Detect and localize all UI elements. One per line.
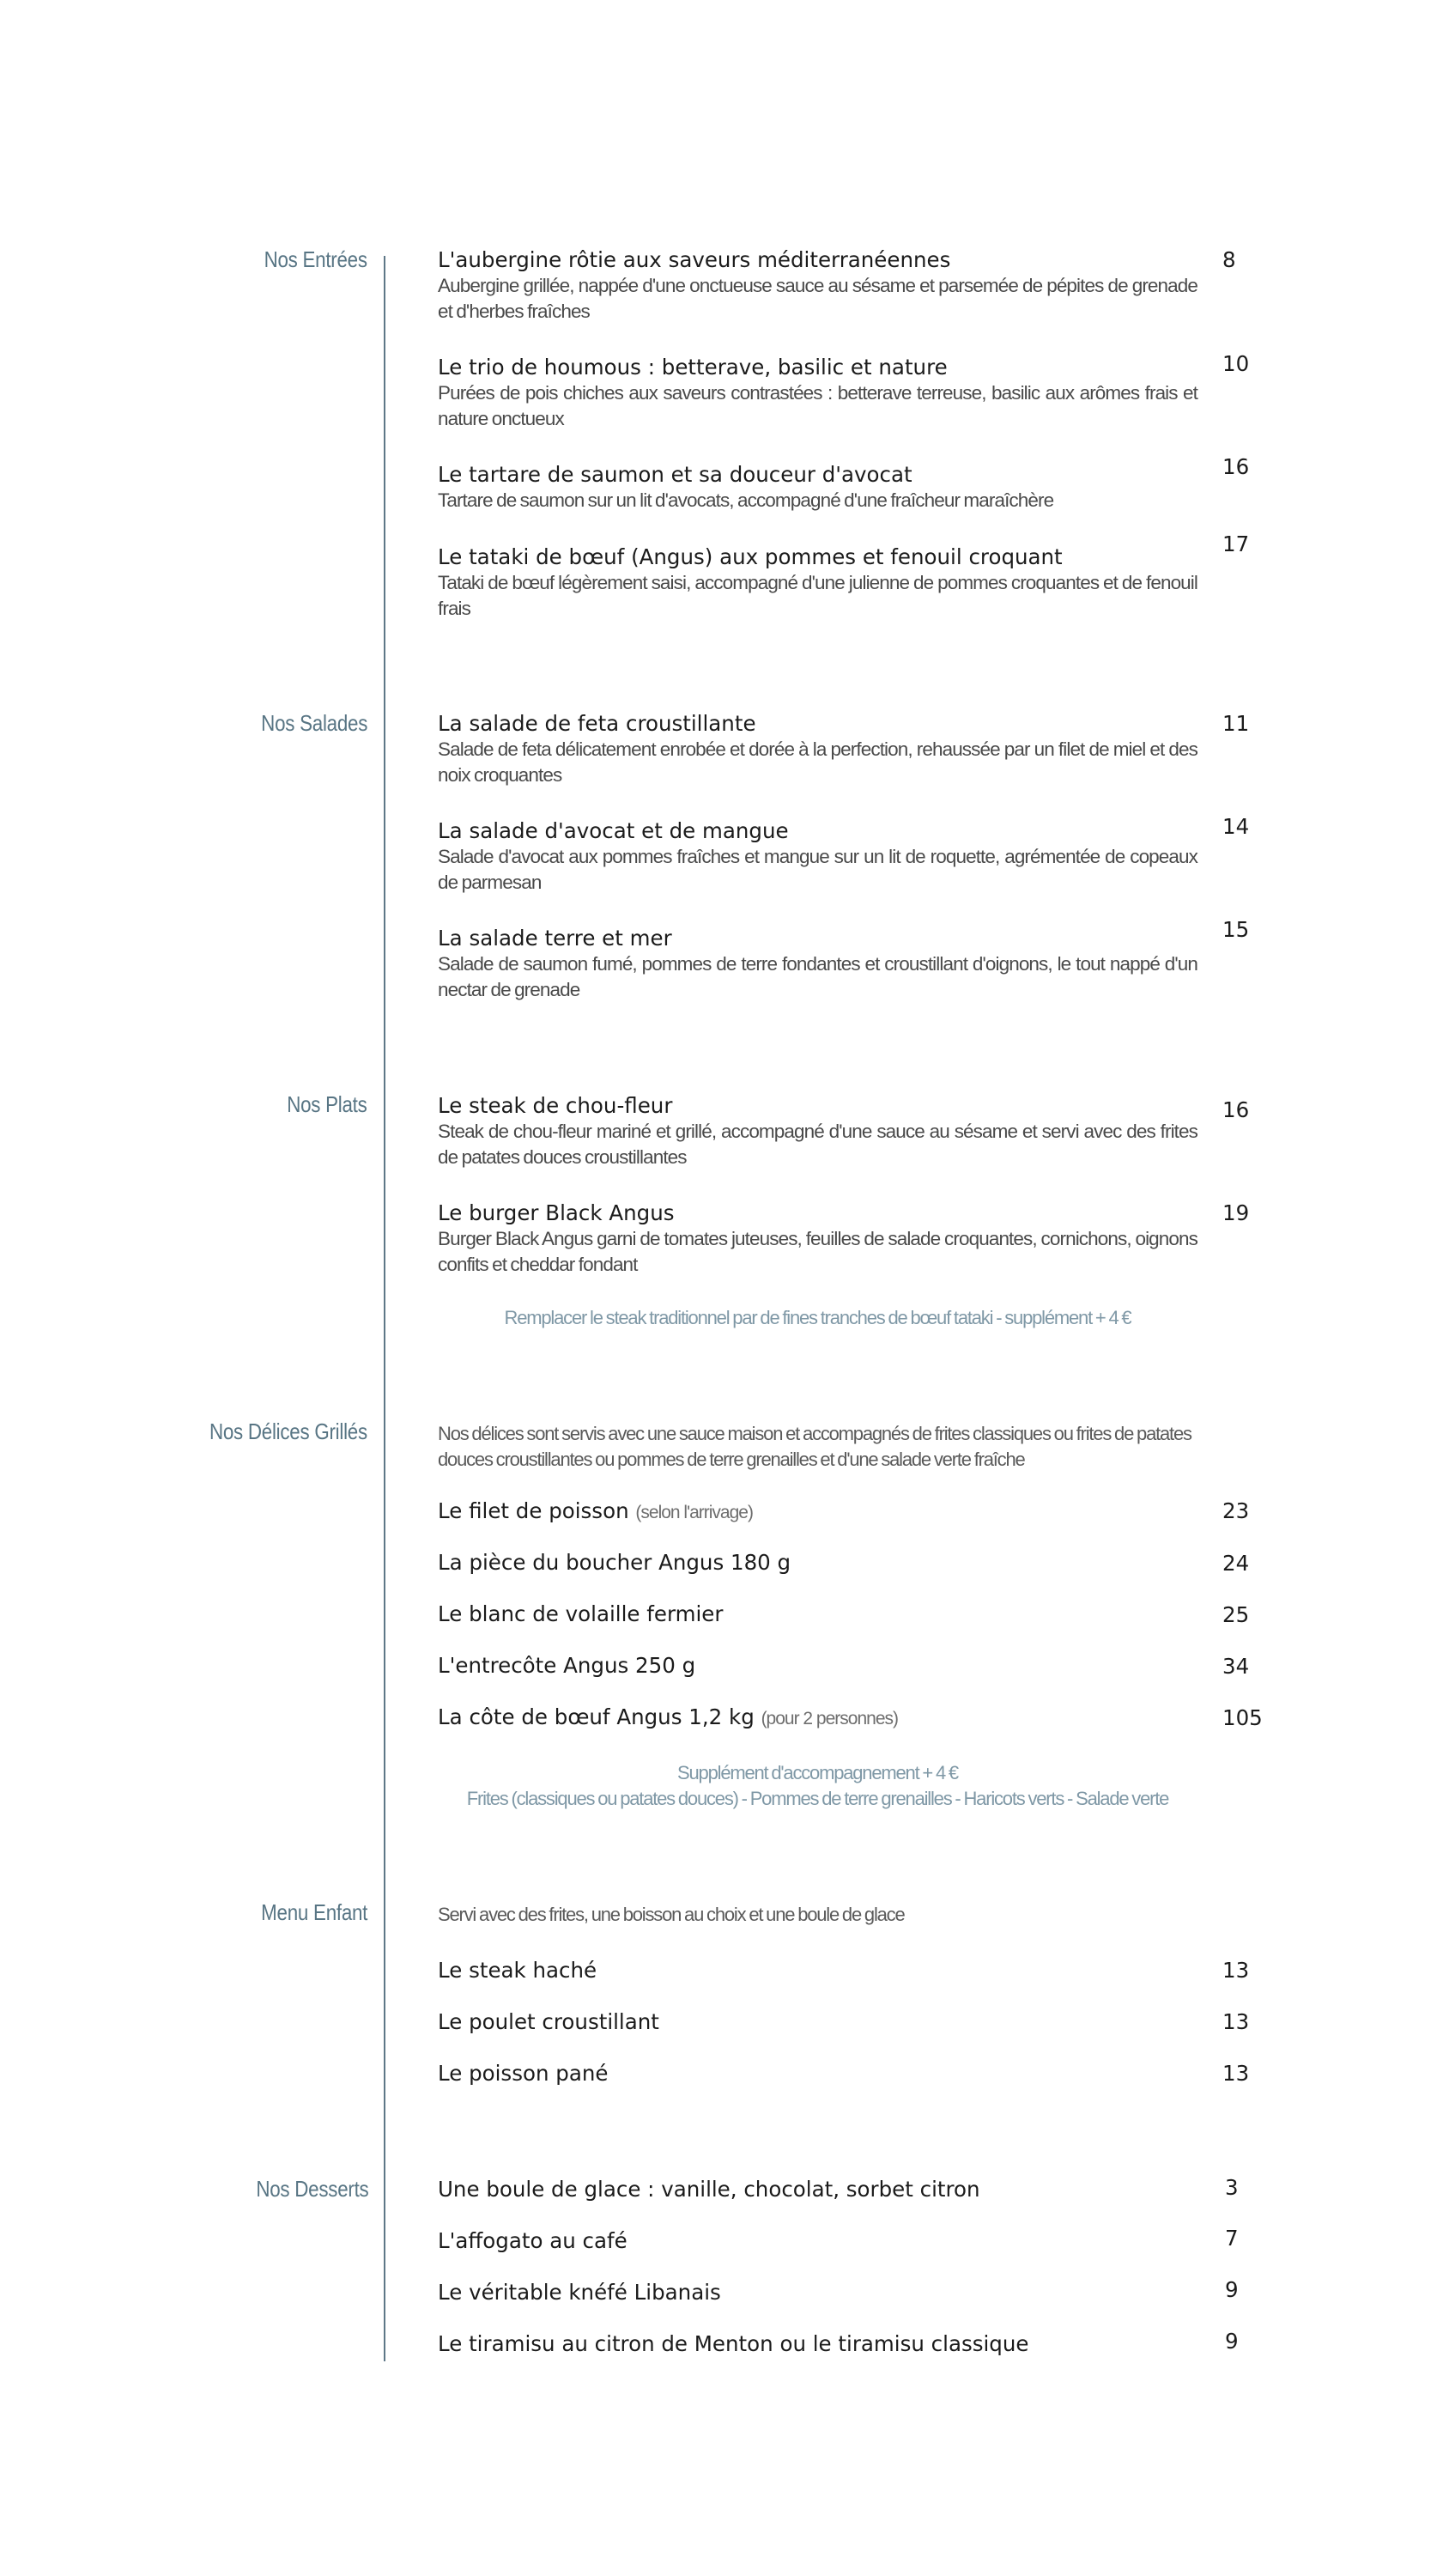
item-price: 34 — [1222, 1654, 1250, 1679]
menu-item — [438, 2228, 1197, 2254]
item-description: Salade d'avocat aux pommes fraîches et mangue sur un lit de roquette, agrémentée de copeaux de parmesan — [438, 846, 1197, 893]
item-note: (pour 2 personnes) — [761, 1709, 898, 1728]
item-price: 16 — [1222, 454, 1250, 479]
item-note: (selon l'arrivage) — [635, 1503, 753, 1522]
item-description: Aubergine grillée, nappée d'une onctueuse sauce au sésame et parsemée de pépites de grenade et d'herbes fraîches — [438, 275, 1197, 322]
item-name-text: Le filet de poisson — [438, 1498, 629, 1523]
item-name — [438, 1498, 1197, 1526]
menu-item — [438, 544, 1197, 622]
item-price: 7 — [1225, 2226, 1239, 2251]
item-name: La salade de feta croustillante — [438, 711, 756, 736]
item-name: Le tataki de bœuf (Angus) aux pommes et fenouil croquant — [438, 544, 1063, 569]
item-price: 14 — [1222, 814, 1250, 839]
menu-item — [438, 247, 1197, 325]
section-title: Nos Entrées — [264, 246, 367, 272]
item-price: 8 — [1222, 247, 1236, 272]
section-title: Menu Enfant — [261, 1899, 367, 1925]
item-name: Le tartare de saumon et sa douceur d'avocat — [438, 462, 912, 487]
item-name — [438, 1704, 1197, 1732]
menu-item — [438, 1200, 1197, 1278]
menu-item — [438, 1704, 1197, 1732]
item-price: 10 — [1222, 351, 1250, 376]
menu-item — [438, 1601, 1197, 1627]
section-title: Nos Plats — [287, 1091, 367, 1117]
item-name: La pièce du boucher Angus 180 g — [438, 1550, 791, 1575]
item-price: 9 — [1225, 2329, 1239, 2354]
item-price: 9 — [1225, 2277, 1239, 2302]
item-name: La salade d'avocat et de mangue — [438, 818, 789, 843]
item-name-text: La côte de bœuf Angus 1,2 kg — [438, 1704, 755, 1729]
menu-item — [438, 2280, 1197, 2306]
item-description: Salade de feta délicatement enrobée et dorée à la perfection, rehaussée par un filet de miel et des noix croquantes — [438, 738, 1197, 786]
item-name: Le tiramisu au citron de Menton ou le tiramisu classique — [438, 2331, 1029, 2356]
item-price: 13 — [1222, 2061, 1250, 2086]
section-intro: Nos délices sont servis avec une sauce maison et accompagnés de frites classiques ou frites de patates douces croustillantes ou pommes de terre grenailles et d'une salade verte fraîche — [438, 1423, 1191, 1470]
item-name: L'affogato au café — [438, 2228, 627, 2253]
menu-item — [438, 2177, 1197, 2202]
item-name: Le véritable knéfé Libanais — [438, 2280, 721, 2305]
item-price: 13 — [1222, 2009, 1250, 2034]
item-description: Steak de chou-fleur mariné et grillé, accompagné d'une sauce au sésame et servi avec des frites de patates douces croustillantes — [438, 1121, 1197, 1168]
menu-item — [438, 926, 1197, 1003]
item-description: Salade de saumon fumé, pommes de terre fondantes et croustillant d'oignons, le tout nappé d'un nectar de grenade — [438, 953, 1197, 1000]
menu-item — [438, 2009, 1197, 2035]
vertical-divider — [384, 256, 385, 2361]
menu-item — [438, 2061, 1197, 2087]
section-intro: Servi avec des frites, une boisson au choix et une boule de glace — [438, 1904, 905, 1925]
item-description: Purées de pois chiches aux saveurs contrastées : betterave terreuse, basilic aux arômes frais et nature onctueux — [438, 382, 1197, 429]
plats-note: Remplacer le steak traditionnel par de fines tranches de bœuf tataki - supplément + 4 € — [504, 1307, 1131, 1328]
supplement-line-1: Supplément d'accompagnement + 4 € — [677, 1762, 958, 1783]
item-description: Burger Black Angus garni de tomates juteuses, feuilles de salade croquantes, cornichons, oignons confits et cheddar fondant — [438, 1228, 1197, 1275]
item-name: Le poisson pané — [438, 2061, 609, 2086]
menu-item — [438, 355, 1197, 432]
item-price: 24 — [1222, 1551, 1250, 1576]
item-price: 15 — [1222, 917, 1250, 942]
item-name: L'entrecôte Angus 250 g — [438, 1653, 696, 1678]
section-title: Nos Salades — [261, 710, 367, 736]
item-name: Le poulet croustillant — [438, 2009, 659, 2034]
item-price: 19 — [1222, 1200, 1250, 1225]
item-name: Le blanc de volaille fermier — [438, 1601, 724, 1626]
item-name: Le steak haché — [438, 1958, 597, 1983]
item-price: 25 — [1222, 1602, 1250, 1627]
item-price: 16 — [1222, 1097, 1250, 1122]
item-description: Tartare de saumon sur un lit d'avocats, accompagné d'une fraîcheur maraîchère — [438, 489, 1054, 511]
menu-item — [438, 1498, 1197, 1526]
item-description: Tataki de bœuf légèrement saisi, accompagné d'une julienne de pommes croquantes et de fenouil frais — [438, 572, 1197, 619]
item-name: La salade terre et mer — [438, 926, 672, 951]
item-price: 11 — [1222, 711, 1250, 736]
item-name: Le trio de houmous : betterave, basilic et nature — [438, 355, 948, 380]
item-price: 105 — [1222, 1705, 1263, 1730]
menu-item — [438, 2331, 1197, 2357]
menu-item — [438, 818, 1197, 896]
item-name: Le burger Black Angus — [438, 1200, 675, 1225]
menu-item — [438, 1093, 1197, 1170]
menu-item — [438, 1550, 1197, 1576]
section-title: Nos Desserts — [255, 2176, 368, 2202]
item-price: 17 — [1222, 532, 1250, 556]
menu-item — [438, 711, 1197, 788]
item-price: 13 — [1222, 1958, 1250, 1983]
menu-item — [438, 462, 1197, 513]
item-name: L'aubergine rôtie aux saveurs méditerranéennes — [438, 247, 951, 272]
item-price: 3 — [1225, 2175, 1239, 2200]
item-price: 23 — [1222, 1498, 1250, 1523]
item-name: Le steak de chou-fleur — [438, 1093, 673, 1118]
menu-item — [438, 1958, 1197, 1984]
item-name: Une boule de glace : vanille, chocolat, sorbet citron — [438, 2177, 980, 2202]
menu-item — [438, 1653, 1197, 1679]
supplement-line-2: Frites (classiques ou patates douces) - Pommes de terre grenailles - Haricots verts - Salade verte — [466, 1788, 1169, 1809]
section-title: Nos Délices Grillés — [209, 1419, 367, 1444]
